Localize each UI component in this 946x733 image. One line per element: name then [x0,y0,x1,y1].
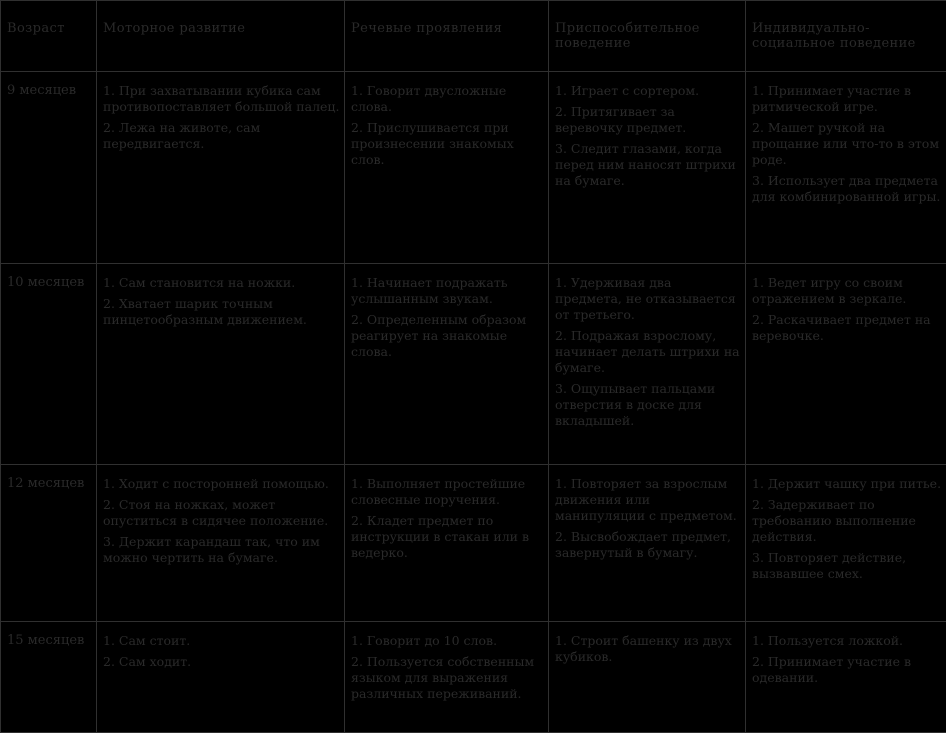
list-item: 1. Держит чашку при питье. [752,476,942,492]
list-item: 2. Лежа на животе, сам передвигается. [103,120,261,151]
list-item: 2. Определенным образом реагирует на знакомые слова. [351,311,527,359]
speech-cell [345,72,549,264]
list-item: 1. Выполняет простейшие словесные поручения. [351,476,526,508]
list-item: 3. Держит карандаш так, что им можно чертить на бумаге. [103,534,320,566]
list-item: 1. Говорит до 10 слов. [351,632,498,648]
header-motor: Моторное развитие [97,1,345,72]
list-item: 1. Удерживая два предмета, не отказывается от третьего. [555,274,736,322]
list-item: 1. При захватывании кубика сам противопоставляет большой палец. [103,83,340,114]
list-item: 2. Хватает шарик точным пинцетообразным движением. [103,295,307,327]
list-item: 2. Подражая взрослому, начинает делать штрихи на бумаге. [555,327,740,375]
social-cell [746,263,946,465]
header-speech: Речевые проявления [345,1,549,72]
motor-cell [97,72,345,264]
social-cell [746,465,946,621]
social-cell [746,621,946,732]
list-item: 1. Пользуется ложкой. [752,632,904,648]
motor-cell [97,621,345,732]
motor-cell [97,465,345,621]
list-item: 2. Стоя на ножках, может опуститься в сидячее положение. [103,497,329,529]
list-item: 2. Кладет предмет по инструкции в стакан или в ведерко. [351,513,529,561]
table-row [1,465,946,621]
list-item: 1. Сам стоит. [103,632,191,648]
age-cell: 12 месяцев [1,465,97,621]
list-item: 2. Принимает участие в одевании. [752,653,911,685]
list-item: 2. Раскачивает предмет на веревочке. [752,311,931,343]
list-item: 1. Ходит с посторонней помощью. [103,476,329,492]
list-item: 3. Ощупывает пальцами отверстия в доске для вкладышей. [555,380,716,428]
header-age: Возраст [1,1,97,72]
age-cell: 9 месяцев [1,72,97,264]
list-item: 1. Ведет игру со своим отражением в зеркале. [752,274,907,306]
list-item: 2. Прислушивается при произнесении знакомых слов. [351,120,514,167]
adaptive-cell [549,263,746,465]
header-row [1,1,946,72]
age-cell: 15 месяцев [1,621,97,732]
header-adaptive: Приспособительное поведение [549,1,746,72]
social-cell [746,72,946,264]
table-row [1,621,946,732]
list-item: 2. Задерживает по требованию выполнение действия. [752,497,916,545]
list-item: 1. Говорит двусложные слова. [351,83,507,114]
table-row [1,72,946,264]
list-item: 1. Повторяет за взрослым движения или манипуляции с предметом. [555,476,737,524]
list-item: 3. Повторяет действие, вызвавшее смех. [752,550,907,582]
list-item: 2. Притягивает за веревочку предмет. [555,104,687,135]
list-item: 1. Строит башенку из двух кубиков. [555,632,732,664]
list-item: 2. Высвобождает предмет, завернутый в бумагу. [555,529,732,561]
adaptive-cell [549,465,746,621]
adaptive-cell [549,621,746,732]
speech-cell [345,465,549,621]
list-item: 1. Сам становится на ножки. [103,274,296,290]
list-item: 2. Пользуется собственным языком для выражения различных переживаний. [351,653,535,701]
table-row [1,263,946,465]
adaptive-cell [549,72,746,264]
speech-cell [345,263,549,465]
age-cell: 10 месяцев [1,263,97,465]
list-item: 2. Машет ручкой на прощание или что-то в этом роде. [752,120,940,167]
list-item: 2. Сам ходит. [103,653,192,669]
motor-cell [97,263,345,465]
list-item: 3. Следит глазами, когда перед ним наносят штрихи на бумаге. [555,141,736,188]
list-item: 1. Принимает участие в ритмической игре. [752,83,911,114]
list-item: 1. Играет с сортером. [555,83,700,98]
speech-cell [345,621,549,732]
list-item: 1. Начинает подражать услышанным звукам. [351,274,508,306]
list-item: 3. Использует два предмета для комбинированной игры. [752,173,941,204]
header-social: Индивидуально-социальное поведение [746,1,946,72]
